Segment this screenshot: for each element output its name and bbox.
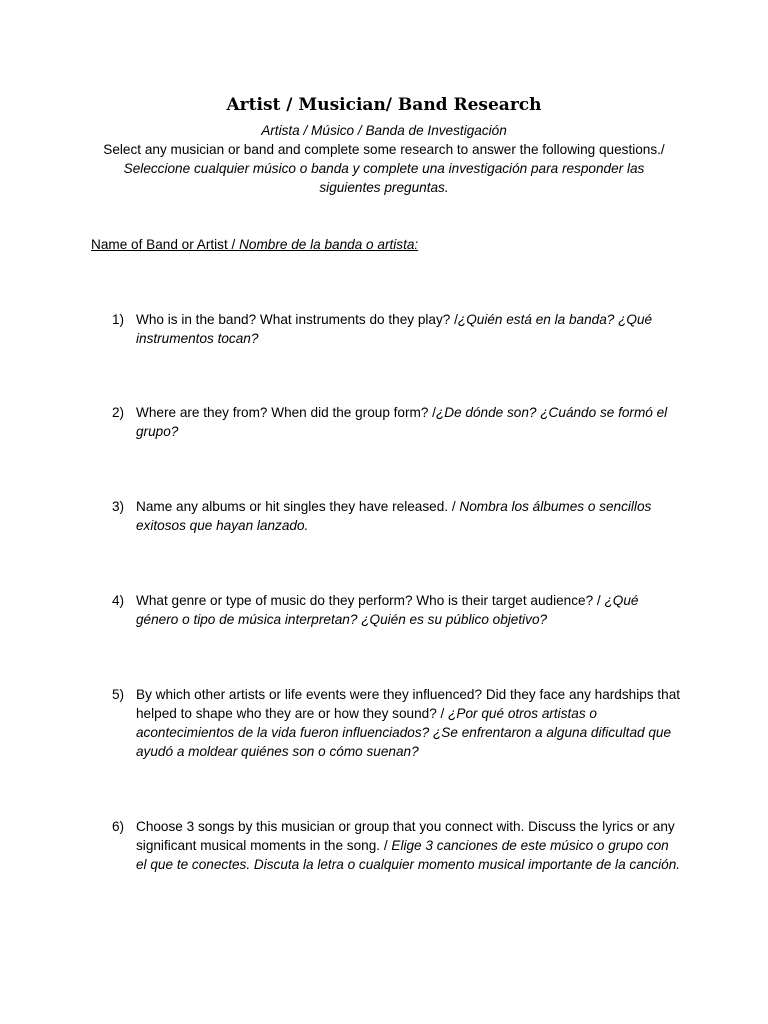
question-text xyxy=(136,403,682,441)
question-spanish: ¿Quién está en la banda? ¿Qué instrumentos tocan? xyxy=(136,312,653,346)
question-spanish: Elige 3 canciones de este músico o grupo con el que te conectes. Discuta la letra o cualquier momento musical importante de la canción. xyxy=(136,838,681,872)
question-spanish: ¿De dónde son? ¿Cuándo se formó el grupo? xyxy=(136,405,668,439)
question-text xyxy=(136,497,682,535)
question-english: By which other artists or life events were they influenced? Did they face any hardships that helped to shape who they are or how they sound? / xyxy=(136,687,681,721)
question-6 xyxy=(112,817,682,874)
question-spanish: Nombra los álbumes o sencillos exitosos que hayan lanzado. xyxy=(136,499,652,533)
band-name-prompt xyxy=(91,235,418,254)
question-number: 4) xyxy=(112,593,125,608)
question-english: Name any albums or hit singles they have released. / xyxy=(136,499,460,514)
question-number: 3) xyxy=(112,499,125,514)
question-spanish: ¿Por qué otros artistas o acontecimientos de la vida fueron influenciados? ¿Se enfrentaron a alguna dificultad que ayudó a moldear quiénes son o cómo suenan? xyxy=(136,706,672,759)
question-english: Who is in the band? What instruments do they play? / xyxy=(136,312,458,327)
question-4 xyxy=(112,591,682,629)
question-number: 1) xyxy=(112,312,125,327)
question-text xyxy=(136,817,682,874)
question-5 xyxy=(112,685,682,761)
question-2 xyxy=(112,403,682,441)
question-text xyxy=(136,310,682,348)
question-number: 2) xyxy=(112,405,125,420)
question-english: Choose 3 songs by this musician or group that you connect with. Discuss the lyrics or any significant musical moments in the song. / xyxy=(136,819,675,853)
question-number: 6) xyxy=(112,819,125,834)
question-text xyxy=(136,591,682,629)
question-number: 5) xyxy=(112,687,125,702)
band-name-prompt-spanish: Nombre de la banda o artista: xyxy=(239,237,419,252)
question-english: Where are they from? When did the group form? / xyxy=(136,405,436,420)
intro-english: Select any musician or band and complete some research to answer the following questions./ xyxy=(103,142,665,157)
band-name-prompt-english: Name of Band or Artist / xyxy=(91,237,240,252)
question-1 xyxy=(112,310,682,348)
question-english: What genre or type of music do they perform? Who is their target audience? / xyxy=(136,593,605,608)
document-subtitle: Artista / Músico / Banda de Investigación xyxy=(261,123,507,138)
question-3 xyxy=(112,497,682,535)
document-title: Artist / Musician/ Band Research xyxy=(226,95,542,115)
question-text xyxy=(136,685,682,761)
intro-spanish: Seleccione cualquier músico o banda y complete una investigación para responder las siguientes preguntas. xyxy=(123,161,645,195)
question-spanish: ¿Qué género o tipo de música interpretan? ¿Quién es su público objetivo? xyxy=(136,593,639,627)
